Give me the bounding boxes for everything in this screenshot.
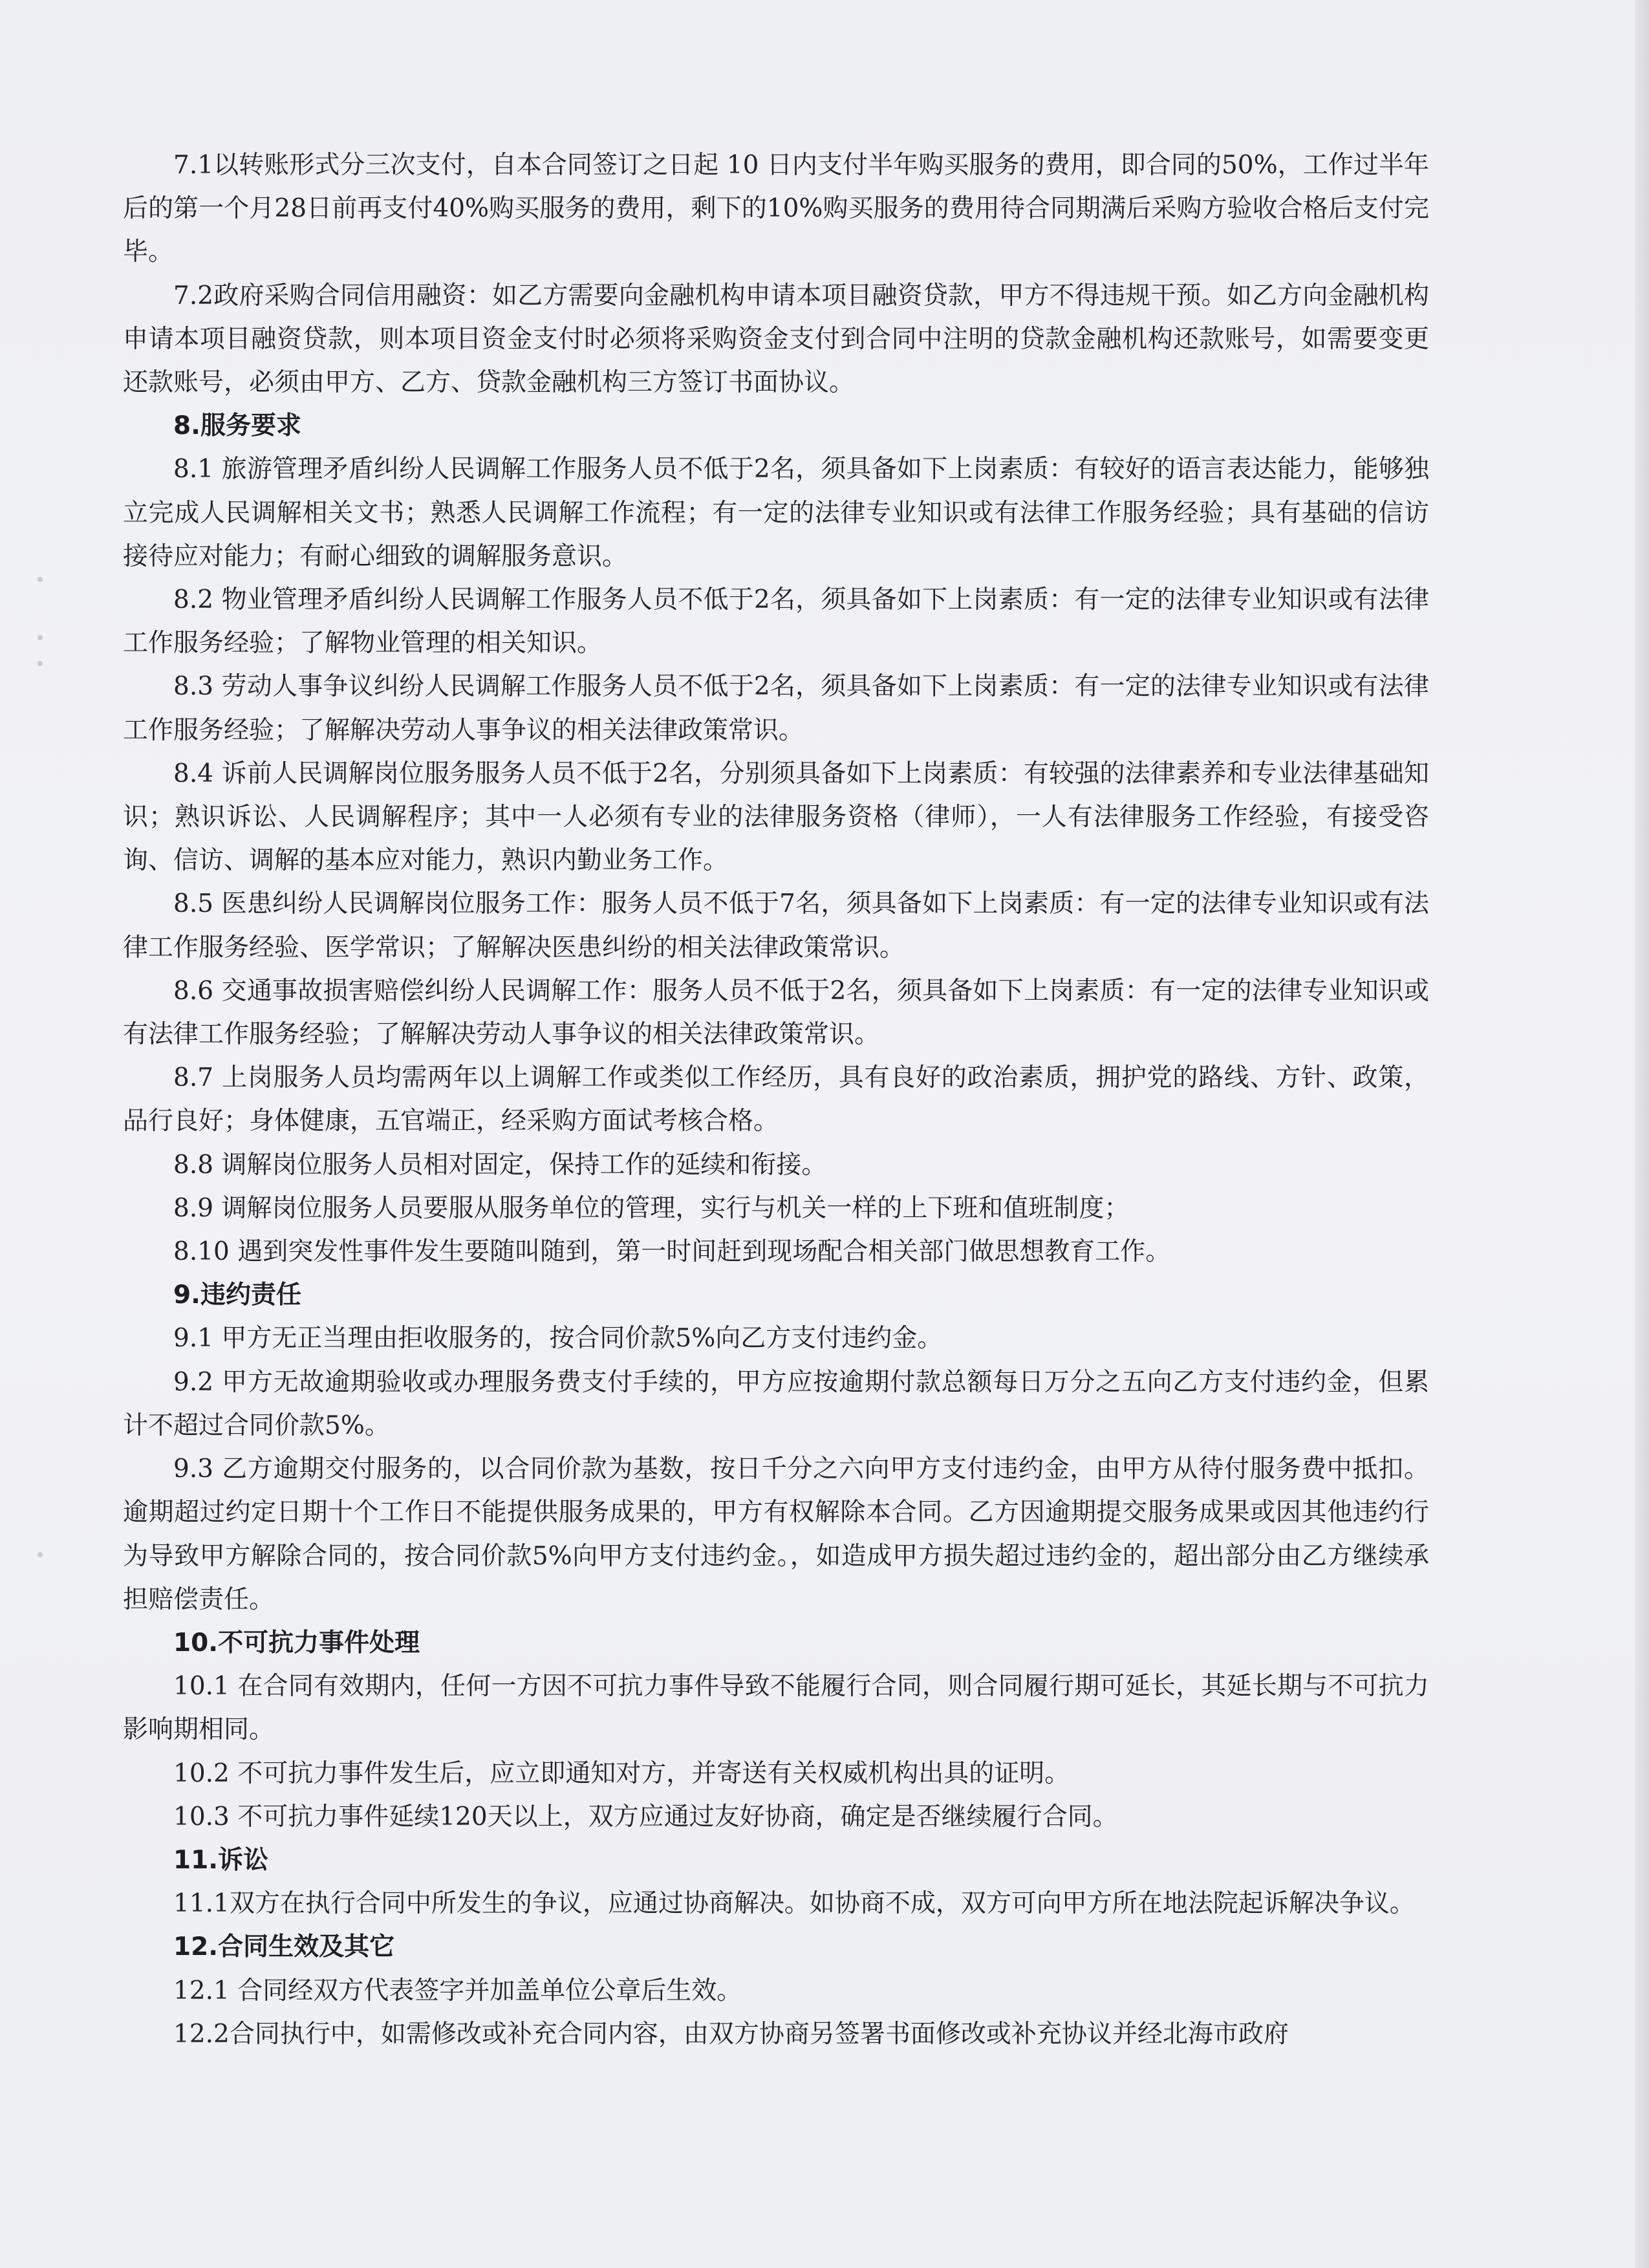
section-heading-11: 11.诉讼 [173, 1845, 269, 1875]
clause-7-1: 7.1以转账形式分三次支付，自本合同签订之日起 10 日内支付半年购买服务的费用，即合同的50%，工作过半年后的第一个月28日前再支付40%购买服务的费用，剩下的10%购买服务的费用待合同期满后采购方验收合格后支付完毕。 [123, 151, 1429, 267]
binding-hole-mark [38, 1552, 43, 1557]
clause-8-4: 8.4 诉前人民调解岗位服务服务人员不低于2名，分别须具备如下上岗素质：有较强的法律素养和专业法律基础知识；熟识诉讼、人民调解程序；其中一人必须有专业的法律服务资格（律师），一人有法律服务工作经验，有接受咨询、信访、调解的基本应对能力，熟识内勤业务工作。 [123, 759, 1429, 876]
section-heading-10: 10.不可抗力事件处理 [173, 1628, 420, 1658]
clause-10-2: 10.2 不可抗力事件发生后，应立即通知对方，并寄送有关权威机构出具的证明。 [173, 1758, 1070, 1788]
binding-hole-mark [38, 635, 43, 640]
clause-8-6: 8.6 交通事故损害赔偿纠纷人民调解工作：服务人员不低于2名，须具备如下上岗素质：有一定的法律专业知识或有法律工作服务经验；了解解决劳动人事争议的相关法律政策常识。 [123, 976, 1429, 1050]
binding-hole-mark [38, 577, 43, 582]
clause-8-10: 8.10 遇到突发性事件发生要随叫随到，第一时间赶到现场配合相关部门做思想教育工作。 [173, 1237, 1171, 1267]
binding-hole-mark [38, 661, 43, 666]
clause-8-3: 8.3 劳动人事争议纠纷人民调解工作服务人员不低于2名，须具备如下上岗素质：有一定的法律专业知识或有法律工作服务经验；了解解决劳动人事争议的相关法律政策常识。 [123, 672, 1429, 745]
clause-9-1: 9.1 甲方无正当理由拒收服务的，按合同价款5%向乙方支付违约金。 [173, 1324, 943, 1354]
clause-8-2: 8.2 物业管理矛盾纠纷人民调解工作服务人员不低于2名，须具备如下上岗素质：有一定的法律专业知识或有法律工作服务经验；了解物业管理的相关知识。 [123, 585, 1429, 658]
clause-8-8: 8.8 调解岗位服务人员相对固定，保持工作的延续和衔接。 [173, 1150, 827, 1180]
clause-10-3: 10.3 不可抗力事件延续120天以上，双方应通过友好协商，确定是否继续履行合同。 [173, 1802, 1118, 1831]
section-heading-8: 8.服务要求 [173, 411, 301, 441]
page-edge-shadow [1635, 0, 1649, 2268]
clause-12-2: 12.2合同执行中，如需修改或补充合同内容，由双方协商另签署书面修改或补充协议并经北海市政府 [173, 2019, 1289, 2049]
clause-12-1: 12.1 合同经双方代表签字并加盖单位公章后生效。 [173, 1976, 742, 2005]
clause-7-2: 7.2政府采购合同信用融资：如乙方需要向金融机构申请本项目融资贷款，甲方不得违规干预。如乙方向金融机构申请本项目融资贷款，则本项目资金支付时必须将采购资金支付到合同中注明的贷款金融机构还款账号，如需要变更还款账号，必须由甲方、乙方、贷款金融机构三方签订书面协议。 [123, 281, 1429, 398]
section-heading-9: 9.违约责任 [173, 1280, 301, 1310]
document-body [123, 144, 1429, 2056]
clause-10-1: 10.1 在合同有效期内，任何一方因不可抗力事件导致不能履行合同，则合同履行期可延长，其延长期与不可抗力影响期相同。 [123, 1672, 1429, 1745]
clause-8-5: 8.5 医患纠纷人民调解岗位服务工作：服务人员不低于7名，须具备如下上岗素质：有一定的法律专业知识或有法律工作服务经验、医学常识；了解解决医患纠纷的相关法律政策常识。 [123, 889, 1429, 962]
clause-8-1: 8.1 旅游管理矛盾纠纷人民调解工作服务人员不低于2名，须具备如下上岗素质：有较好的语言表达能力，能够独立完成人民调解相关文书；熟悉人民调解工作流程；有一定的法律专业知识或有法律工作服务经验；具有基础的信访接待应对能力；有耐心细致的调解服务意识。 [123, 455, 1429, 571]
clause-9-2: 9.2 甲方无故逾期验收或办理服务费支付手续的，甲方应按逾期付款总额每日万分之五向乙方支付违约金，但累计不超过合同价款5%。 [123, 1367, 1429, 1440]
clause-8-7: 8.7 上岗服务人员均需两年以上调解工作或类似工作经历，具有良好的政治素质，拥护党的路线、方针、政策，品行良好；身体健康，五官端正，经采购方面试考核合格。 [123, 1063, 1429, 1136]
clause-11-1: 11.1双方在执行合同中所发生的争议，应通过协商解决。如协商不成，双方可向甲方所在地法院起诉解决争议。 [173, 1889, 1415, 1919]
section-heading-12: 12.合同生效及其它 [173, 1932, 395, 1962]
clause-9-3: 9.3 乙方逾期交付服务的，以合同价款为基数，按日千分之六向甲方支付违约金，由甲方从待付服务费中抵扣。逾期超过约定日期十个工作日不能提供服务成果的，甲方有权解除本合同。乙方因逾期提交服务成果或因其他违约行为导致甲方解除合同的，按合同价款5%向甲方支付违约金。，如造成甲方损失超过违约金的，超出部分由乙方继续承担赔偿责任。 [123, 1454, 1429, 1614]
clause-8-9: 8.9 调解岗位服务人员要服从服务单位的管理，实行与机关一样的上下班和值班制度； [173, 1193, 1130, 1223]
